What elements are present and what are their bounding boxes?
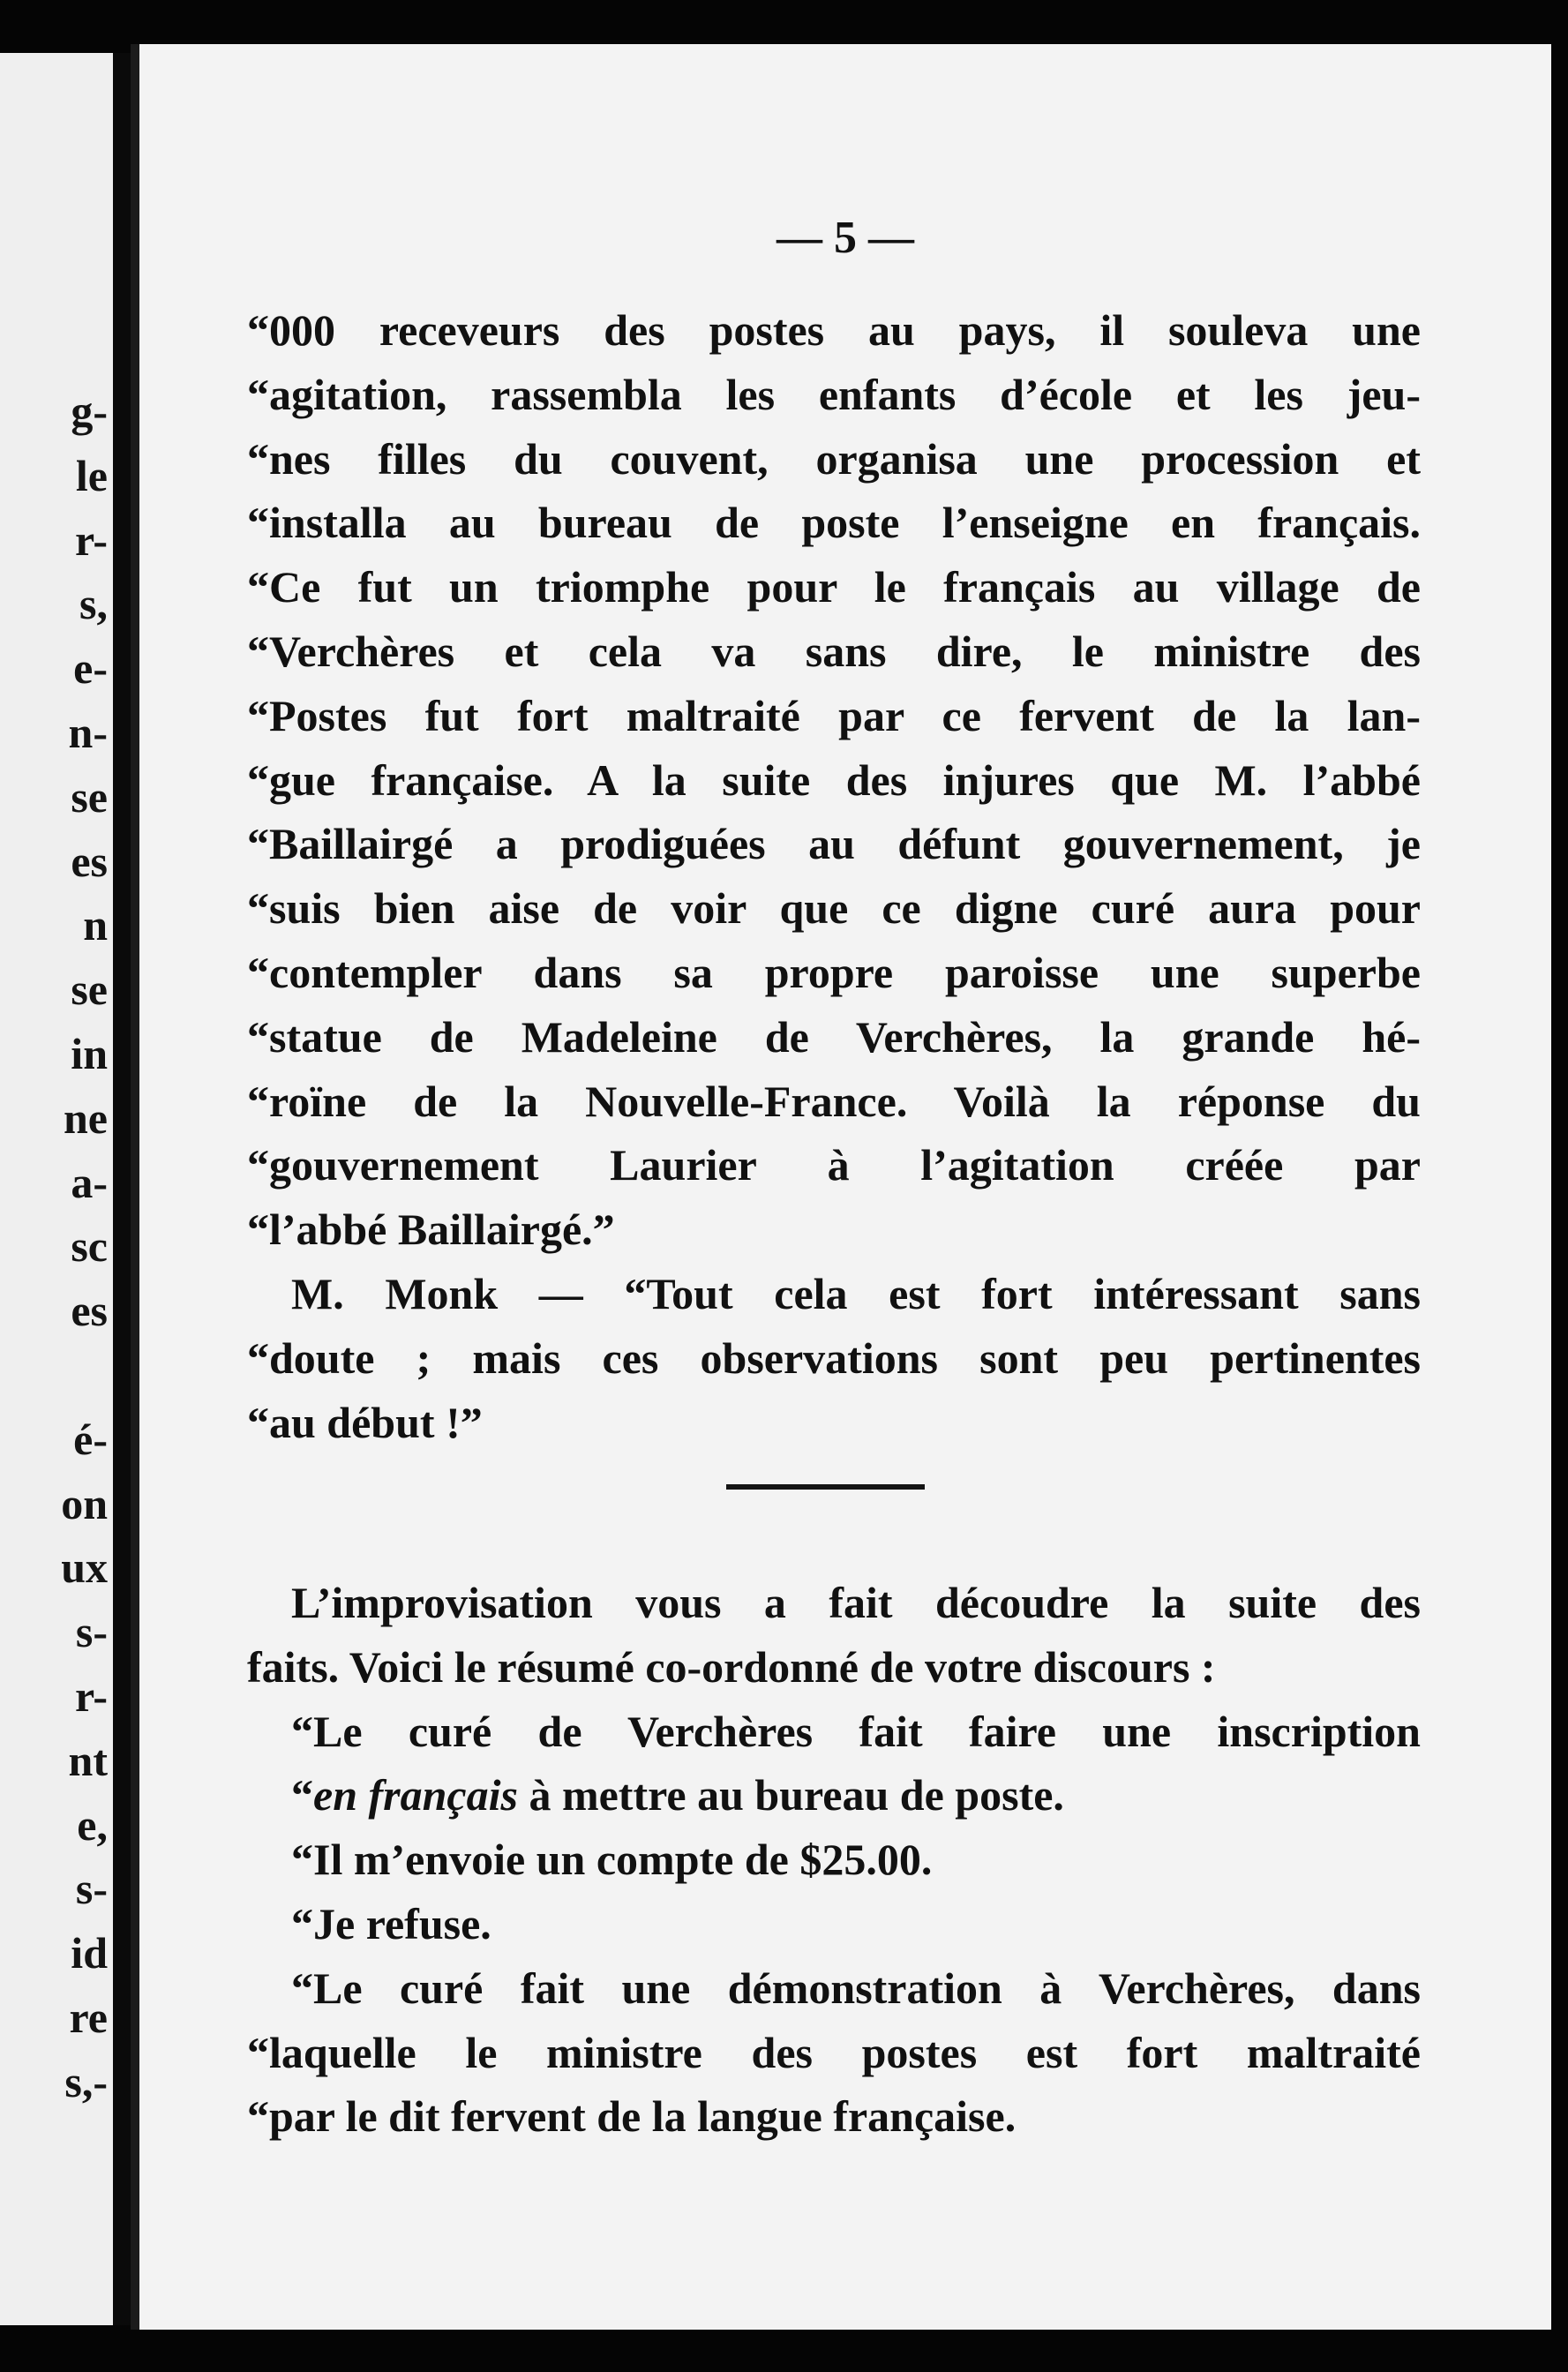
text-line: “suis bien aise de voir que ce digne curé aura pour (247, 883, 1421, 934)
left-fragment (0, 1343, 113, 1407)
left-fragment: s,- (64, 2056, 108, 2106)
left-fragment: s- (75, 1864, 108, 1914)
left-fragment: nt (68, 1735, 108, 1785)
left-fragment: ux (61, 1543, 108, 1593)
page-number: — 5 — (776, 213, 914, 263)
text-line: M. Monk — “Tout cela est fort intéressant sans (291, 1268, 1421, 1318)
left-fragment: a- (71, 1157, 108, 1207)
text-line: “par le dit fervent de la langue française. (247, 2091, 1017, 2142)
text-line: “000 receveurs des postes au pays, il souleva une (247, 305, 1421, 355)
text-line: “statue de Madeleine de Verchères, la grande hé- (247, 1011, 1421, 1062)
section-separator (726, 1484, 925, 1490)
text-line: “Postes fut fort maltraité par ce fervent de la lan- (247, 690, 1421, 740)
text-line: “agitation, rassembla les enfants d’école et les jeu- (247, 369, 1421, 419)
text-line: “Le curé de Verchères fait faire une inscription (291, 1706, 1421, 1756)
left-page-text (0, 379, 113, 2114)
left-fragment: s- (75, 1607, 108, 1657)
text-line: “installa au bureau de poste l’enseigne en français. (247, 498, 1421, 548)
text-line: “au début !” (247, 1397, 483, 1447)
text-line: “Le curé fait une démonstration à Verchères, dans (291, 1963, 1421, 2013)
text-line: “nes filles du couvent, organisa une procession et (247, 433, 1421, 484)
text-line: L’improvisation vous a fait découdre la suite des (291, 1578, 1421, 1627)
text-line: “gue française. A la suite des injures que M. l’abbé (247, 754, 1421, 805)
text-line: “Baillairgé a prodiguées au défunt gouvernement, je (247, 819, 1421, 869)
left-fragment: le (75, 450, 108, 500)
left-fragment: e, (77, 1799, 108, 1850)
left-fragment: sc (71, 1221, 108, 1272)
quoted-passage (247, 298, 1421, 1454)
left-fragment: in (71, 1028, 108, 1078)
left-fragment: id (71, 1928, 108, 1978)
text-line: “laquelle le ministre des postes est fort maltraité (247, 2027, 1421, 2077)
left-fragment: s, (79, 579, 108, 629)
italic-phrase: en français (313, 1770, 518, 1820)
left-fragment: es (71, 836, 108, 886)
text-fragment: à mettre au bureau de poste. (517, 1770, 1064, 1820)
text-line: “roïne de la Nouvelle-France. Voilà la réponse du (247, 1076, 1421, 1126)
left-fragment: n (83, 900, 108, 950)
left-fragment: se (71, 965, 108, 1015)
text-line: “gouvernement Laurier à l’agitation créée par (247, 1140, 1421, 1190)
left-fragment: é- (73, 1414, 108, 1464)
text-line: “Je refuse. (291, 1898, 491, 1948)
left-fragment: r- (75, 1670, 108, 1721)
text-line: “Il m’envoie un compte de $25.00. (291, 1835, 933, 1885)
text-line: “contempler dans sa propre paroisse une superbe (247, 947, 1421, 997)
book-page (131, 44, 1551, 2330)
left-fragment: es (71, 1286, 108, 1336)
left-fragment: n- (68, 707, 108, 757)
left-fragment: r- (75, 514, 108, 565)
left-fragment: e- (73, 643, 108, 694)
text-line: faits. Voici le résumé co-ordonné de votre discours : (247, 1641, 1216, 1692)
left-fragment: ne (64, 1092, 108, 1143)
text-line: “l’abbé Baillairgé.” (247, 1205, 615, 1255)
text-line (247, 1763, 1421, 1828)
left-fragment: se (71, 771, 108, 822)
text-line: “Verchères et cela va sans dire, le ministre des (247, 626, 1421, 676)
left-page-fragment (0, 53, 113, 2325)
page-gutter (113, 53, 131, 2325)
quote-mark: “ (291, 1770, 313, 1820)
summary-passage (247, 1571, 1421, 2149)
text-line: “Ce fut un triomphe pour le français au village de (247, 562, 1421, 612)
text-line: “doute ; mais ces observations sont peu pertinentes (247, 1332, 1421, 1383)
left-fragment: on (61, 1478, 108, 1528)
left-fragment: re (69, 1992, 108, 2042)
left-fragment: g- (71, 387, 108, 436)
